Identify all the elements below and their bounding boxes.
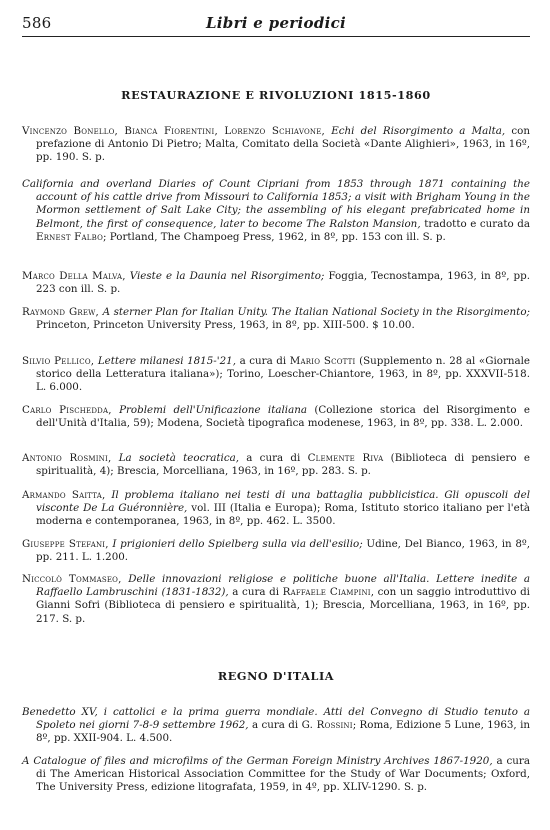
entry-authors: Niccolò Tommaseo, — [22, 573, 122, 585]
section-title-regno-d-italia: REGNO D'ITALIA — [217, 669, 335, 683]
page-number: 586 — [22, 14, 52, 32]
entry-title: California and overland Diaries of Count Cipriani from 1853 through 1871 containing the account of his cattle drive from Missouri to California 1853; a visit with Brigham Young in the Mormon settlement of Salt Lake City; the assembling of his elegant prefabricated home in Belmont, the first of consequence, later to become The Ralston Mansion, — [22, 178, 530, 230]
entry-title: Echi del Risorgimento a Malta, — [331, 125, 506, 137]
entry-title: I prigionieri dello Spielberg sulla via dell'esilio; — [112, 538, 363, 550]
entry-editor-prefix: tradotto e curato da — [424, 217, 531, 230]
bibliography-entry — [22, 404, 530, 430]
entry-authors: Raymond Grew, — [22, 306, 100, 318]
entry-editor: Ernest Falbo — [36, 230, 104, 243]
bibliography-entry — [22, 573, 530, 626]
page-header — [22, 10, 530, 34]
bibliography-entry — [22, 270, 530, 296]
entry-editor-prefix: a cura di — [239, 355, 287, 367]
entry-title: Il problema italiano nei testi di una battaglia pubblicistica. Gli opuscoli del visconte De La Guéronnière, — [36, 489, 531, 515]
entry-title: Benedetto XV, i cattolici e la prima guerra mondiale. Atti del Convegno di Studio tenuto a Spoleto nei giorni 7-8-9 settembre 1962, — [22, 706, 530, 732]
bibliography-entry — [22, 306, 530, 332]
entry-title: Vieste e la Daunia nel Risorgimento; — [129, 270, 325, 282]
header-rule — [22, 36, 530, 37]
entry-publication: Udine, Del Bianco, 1963, in 8º, pp. 211. L. 1.200. — [36, 538, 530, 564]
bibliography-entry — [22, 538, 530, 564]
bibliography-entry — [22, 355, 530, 395]
bibliography-entry — [22, 452, 530, 478]
entry-editor-prefix: a cura di — [251, 719, 299, 732]
entry-publication: ; Roma, Edizione 5 Lune, 1963, in 8º, pp. XXII-904. L. 4.500. — [36, 719, 530, 745]
entry-publication: ; Portland, The Champoeg Press, 1962, in 8º, pp. 153 con ill. S. p. — [103, 230, 446, 243]
entry-title: Lettere milanesi 1815-'21, — [97, 355, 236, 367]
bibliography-entry — [22, 489, 530, 529]
entry-editor: G. Rossini — [301, 719, 353, 732]
entry-publication: a cura di The American Historical Association Committee for the Study of War Documents; Oxford, The University Press, edizione litografata, 1959, in 4º, pp. XLIV-1290. S. p. — [36, 755, 530, 794]
bibliography-entry — [22, 755, 530, 795]
entry-title: La società teocratica, — [118, 452, 240, 464]
entry-authors: Vincenzo Bonello, Bianca Fiorentini, Lorenzo Schiavone, — [22, 125, 326, 137]
entry-authors: Silvio Pellico, — [22, 355, 95, 367]
entry-publication: (Biblioteca di pensiero e spiritualità, 4); Brescia, Morcelliana, 1963, in 16º, pp. 283. S. p. — [36, 452, 530, 478]
running-title: Libri e periodici — [205, 14, 347, 32]
entry-authors: Carlo Pischedda, — [22, 404, 112, 416]
entry-authors: Giuseppe Stefani, — [22, 538, 109, 550]
entry-publication: Princeton, Princeton University Press, 1963, in 8º, pp. XIII-500. $ 10.00. — [36, 319, 415, 332]
entry-title: Delle innovazioni religiose e politiche buone all'Italia. Lettere inedite a Raffaello Lambruschini (1831-1832), — [36, 573, 530, 599]
entry-publication: Foggia, Tecnostampa, 1963, in 8º, pp. 223 con ill. S. p. — [36, 270, 530, 296]
entry-title: A Catalogue of files and microfilms of the German Foreign Ministry Archives 1867-1920, — [22, 755, 493, 767]
entry-editor-prefix: a cura di — [232, 586, 280, 599]
bibliography-entry — [22, 125, 530, 165]
entry-publication: vol. III (Italia e Europa); Roma, Istituto storico italiano per l'età moderna e contemporanea, 1963, in 8º, pp. 462. L. 3500. — [36, 502, 531, 528]
entry-authors: Armando Saitta, — [22, 489, 106, 501]
section-title-restaurazione: RESTAURAZIONE E RIVOLUZIONI 1815-1860 — [121, 88, 431, 102]
bibliography-entry — [22, 178, 530, 244]
entry-title: A sterner Plan for Italian Unity. The Italian National Society in the Risorgimento; — [102, 306, 530, 318]
entry-publication: (Supplemento n. 28 al «Giornale storico della Letteratura italiana»); Torino, Loescher-Chiantore, 1963, in 8º, pp. XXXVII-518. L. 6.000. — [36, 355, 531, 394]
entry-authors: Marco Della Malva, — [22, 270, 126, 282]
entry-editor-prefix: a cura di — [246, 452, 301, 464]
entry-editor: Raffaele Ciampini — [282, 586, 371, 599]
entry-publication: con prefazione di Antonio Di Pietro; Malta, Comitato della Società «Dante Alighieri», 1963, in 16º, pp. 190. S. p. — [36, 125, 531, 164]
entry-publication: (Collezione storica del Risorgimento e dell'Unità d'Italia, 59); Modena, Società tipografica modenese, 1963, in 8º, pp. 338. L. 2.000. — [36, 404, 530, 430]
entry-editor: Mario Scotti — [289, 355, 356, 367]
entry-editor: Clemente Riva — [307, 452, 384, 464]
bibliography-entry — [22, 706, 530, 746]
entry-title: Problemi dell'Unificazione italiana — [119, 404, 307, 416]
entry-publication: , con un saggio introduttivo di Gianni Sofri (Biblioteca di pensiero e spiritualità, 1); Brescia, Morcelliana, 1963, in 16º, pp. 217. S. p. — [36, 586, 530, 625]
entry-authors: Antonio Rosmini, — [22, 452, 112, 464]
